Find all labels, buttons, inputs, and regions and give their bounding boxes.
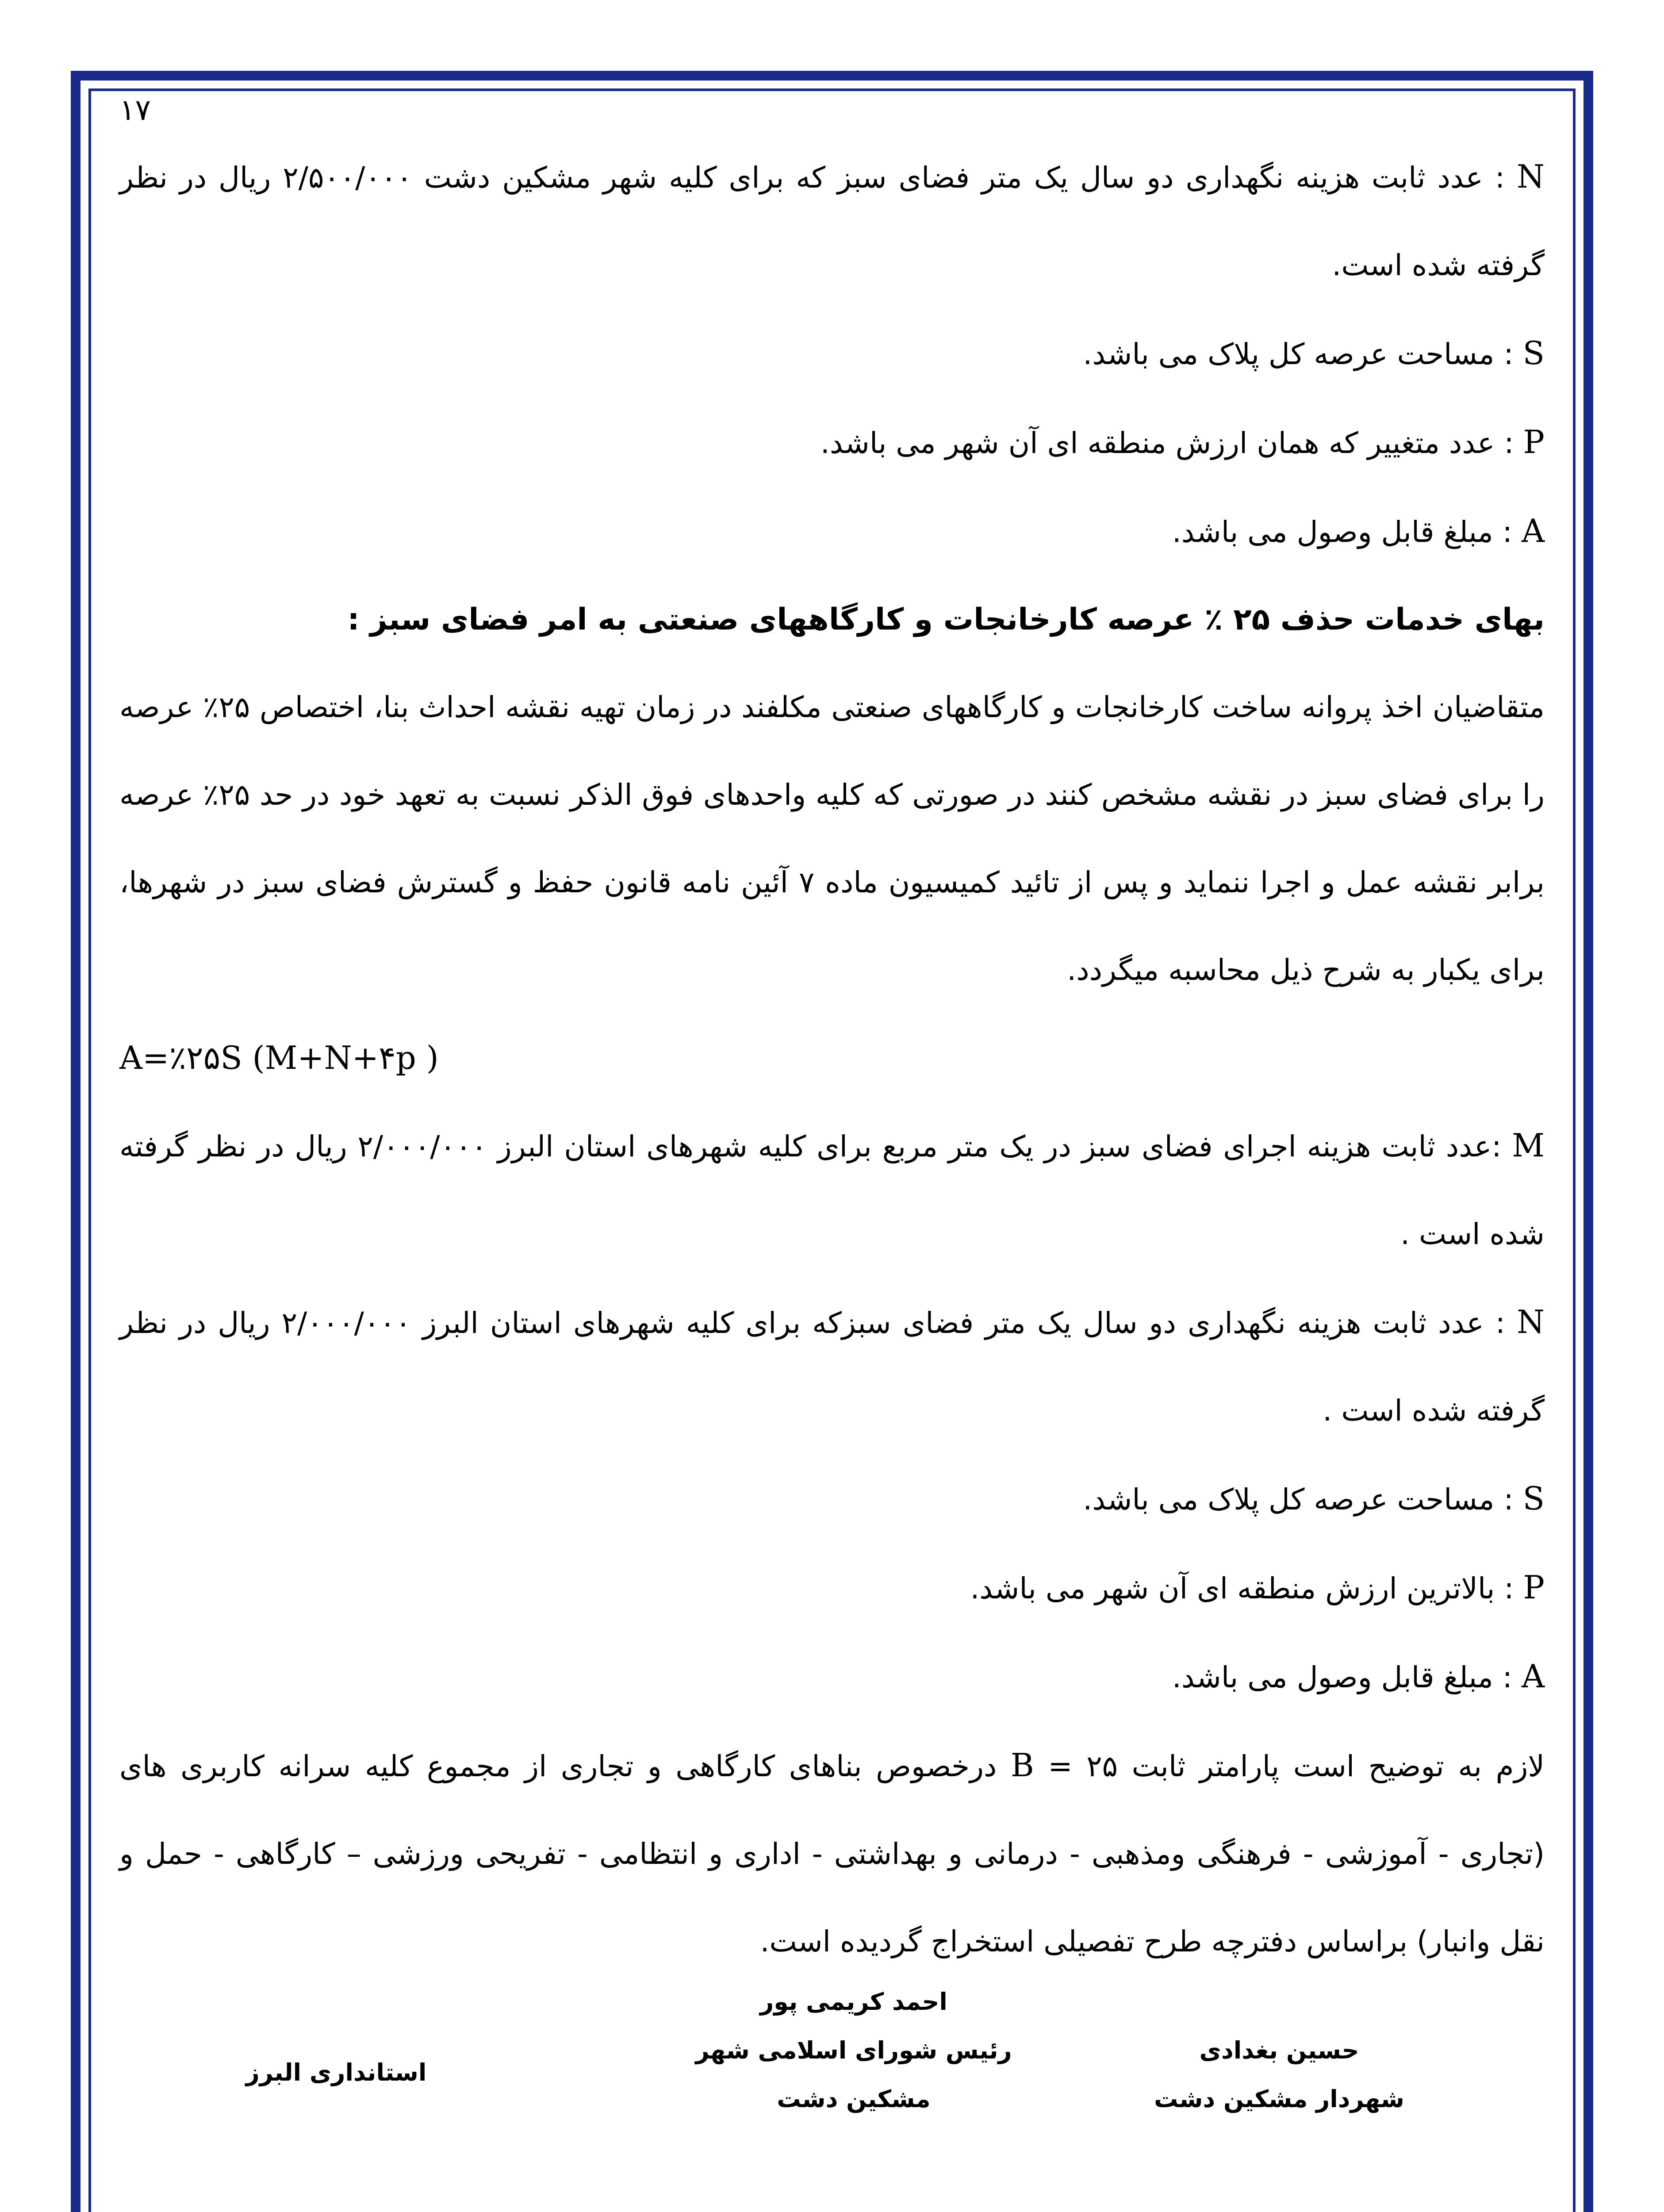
mayor-title: شهردار مشکین دشت: [1154, 2085, 1404, 2113]
variable-a: A: [1522, 512, 1545, 549]
paragraph-m-definition: [119, 1102, 1545, 1278]
paragraph-p-definition: [119, 398, 1545, 487]
text-p-definition: : عدد متغییر که همان ارزش منطقه ای آن شهر می باشد.: [820, 426, 1523, 460]
governorate-title: استانداری البرز: [245, 2058, 427, 2086]
paragraph-s2-definition: [119, 1455, 1545, 1544]
variable-s2: S: [1522, 1480, 1545, 1517]
variable-p: P: [1523, 423, 1545, 461]
section-heading: بهای خدمات حذف ۲۵ ٪ عرصه کارخانجات و کارگاههای صنعتی به امر فضای سبز :: [347, 602, 1545, 637]
note-paragraph: [119, 1721, 1545, 1985]
variable-n: N: [1517, 158, 1545, 195]
document-body: [119, 133, 1545, 1985]
council-head-title: رئیس شورای اسلامی شهر: [695, 2036, 1012, 2064]
variable-a2: A: [1522, 1658, 1545, 1695]
variable-p2: P: [1523, 1569, 1545, 1606]
signature-governorate: [203, 2048, 469, 2097]
signature-council: [677, 1978, 1031, 2124]
page-number: ۱۷: [119, 93, 151, 127]
text-s2-definition: : مساحت عرصه کل پلاک می باشد.: [1083, 1482, 1523, 1517]
variable-n2: N: [1517, 1303, 1545, 1340]
council-head-name: احمد کریمی پور: [760, 1988, 947, 2016]
variable-m: M: [1512, 1127, 1545, 1164]
paragraph-s-definition: [119, 309, 1545, 398]
paragraph-a2-definition: [119, 1632, 1545, 1721]
formula: A=٪۲۵S (M+N+۴p ): [119, 1039, 439, 1076]
signature-mayor: [1124, 2026, 1434, 2124]
variable-b: B: [1010, 1747, 1034, 1784]
council-head-city: مشکین دشت: [777, 2085, 931, 2113]
text-n2-definition: : عدد ثابت هزینه نگهداری دو سال یک متر فضای سبزکه برای کلیه شهرهای استان البرز ۲/۰۰۰/۰۰۰ ریال در نظر گرفته شده است .: [119, 1306, 1545, 1428]
text-p2-definition: : بالاترین ارزش منطقه ای آن شهر می باشد.: [970, 1571, 1523, 1605]
paragraph-a-definition: [119, 487, 1545, 576]
text-a2-definition: : مبلغ قابل وصول می باشد.: [1172, 1660, 1522, 1694]
note-text-before: لازم به توضیح است پارامتر ثابت: [1118, 1749, 1545, 1783]
text-s-definition: : مساحت عرصه کل پلاک می باشد.: [1083, 337, 1523, 371]
text-m-definition: :عدد ثابت هزینه اجرای فضای سبز در یک متر مربع برای کلیه شهرهای استان البرز ۲/۰۰۰/۰۰۰ ریال در نظر گرفته شده است .: [119, 1129, 1545, 1251]
paragraph-n2-definition: [119, 1278, 1545, 1455]
text-a-definition: : مبلغ قابل وصول می باشد.: [1172, 515, 1522, 549]
paragraph-p2-definition: [119, 1544, 1545, 1632]
text-n-definition: : عدد ثابت هزینه نگهداری دو سال یک متر فضای سبز که برای کلیه شهر مشکین دشت ۲/۵۰۰/۰۰۰ ریال در نظر گرفته شده است.: [119, 161, 1545, 282]
paragraph-n-definition: [119, 133, 1545, 309]
mayor-name: حسین بغدادی: [1199, 2036, 1359, 2064]
section-body: متقاضیان اخذ پروانه ساخت کارخانجات و کارگاههای صنعتی مکلفند در زمان تهیه نقشه احداث بنا، اختصاص ۲۵٪ عرصه را برای فضای سبز در نقشه مشخص کنند در صورتی که کلیه واحدهای فوق الذکر نسبت به تعهد خود در حد ۲۵٪ عرصه برابر نقشه عمل و اجرا ننماید و پس از تائید کمیسیون ماده ۷ آئین نامه قانون حفظ و گسترش فضای سبز در شهرها، برای یکبار به شرح ذیل محاسبه میگردد.: [119, 690, 1545, 987]
note-text-after: = ۲۵ درخصوص بناهای کارگاهی و تجاری از مجموع کلیه سرانه کاربری های (تجاری - آموزشی - فرهنگی ومذهبی - درمانی و بهداشتی - اداری و انتظامی - تفریحی ورزشی – کارگاهی - حمل و نقل وانبار) براساس دفترچه طرح تفصیلی استخراج گردیده است.: [119, 1749, 1545, 1959]
variable-s: S: [1522, 334, 1545, 372]
